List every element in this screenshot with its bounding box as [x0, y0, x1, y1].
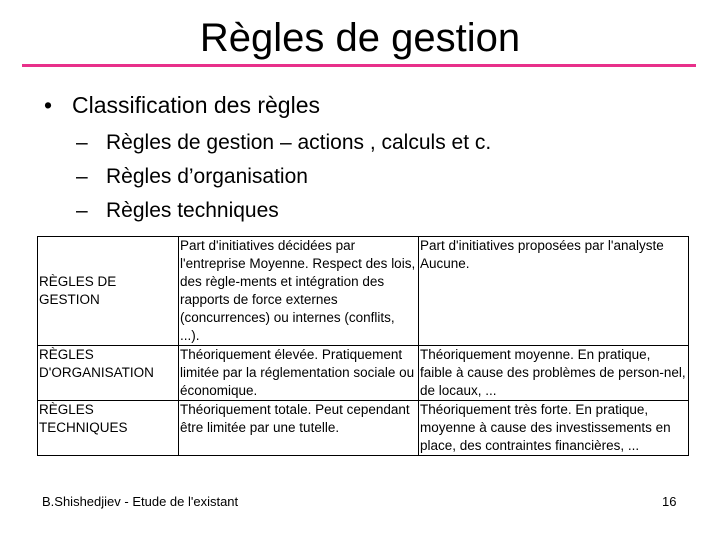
- sub-bullet-item: [76, 194, 491, 228]
- sub-bullet-marker: –: [76, 131, 88, 154]
- table-cell: Théoriquement totale. Peut cependant être limitée par une tutelle.: [179, 401, 419, 456]
- table-row: [38, 346, 689, 401]
- rules-table: [37, 236, 689, 456]
- bullet-marker: •: [44, 92, 53, 118]
- sub-bullet-item: [76, 160, 491, 194]
- title-divider: [22, 64, 696, 67]
- bullet-text: Classification des règles: [72, 92, 321, 118]
- page-number: 16: [662, 494, 677, 509]
- sub-bullet-marker: –: [76, 199, 88, 222]
- table-cell: Théoriquement moyenne. En pratique, faible à cause des problèmes de person-nel, de locaux, ...: [419, 346, 689, 401]
- table-cell: Théoriquement élevée. Pratiquement limitée par la réglementation sociale ou économique.: [179, 346, 419, 401]
- bullet-item: [44, 90, 320, 120]
- footer-author: B.Shishedjiev - Etude de l'existant: [42, 494, 239, 509]
- sub-bullet-marker: –: [76, 165, 88, 188]
- row-label: RÈGLES TECHNIQUES: [38, 401, 179, 456]
- table-row: [38, 237, 689, 346]
- table-cell: Part d'initiatives décidées par l'entreprise Moyenne. Respect des lois, des règle-ments et intégration des rapports de force externes (concurrences) ou internes (conflits, ...).: [179, 237, 419, 346]
- slide-title: Règles de gestion: [199, 16, 521, 60]
- sub-bullet-text: Règles de gestion – actions , calculs et c.: [106, 131, 492, 154]
- row-label: RÈGLES DE GESTION: [38, 237, 179, 346]
- sub-bullet-list: [76, 126, 491, 228]
- sub-bullet-text: Règles d’organisation: [106, 165, 308, 188]
- sub-bullet-item: [76, 126, 491, 160]
- table-row: [38, 401, 689, 456]
- table-cell: Théoriquement très forte. En pratique, moyenne à cause des investissements en place, des contraintes financières, ...: [419, 401, 689, 456]
- row-label: RÈGLES D'ORGANISATION: [38, 346, 179, 401]
- sub-bullet-text: Règles techniques: [106, 199, 279, 222]
- table-cell: Part d'initiatives proposées par l'analyste Aucune.: [419, 237, 689, 346]
